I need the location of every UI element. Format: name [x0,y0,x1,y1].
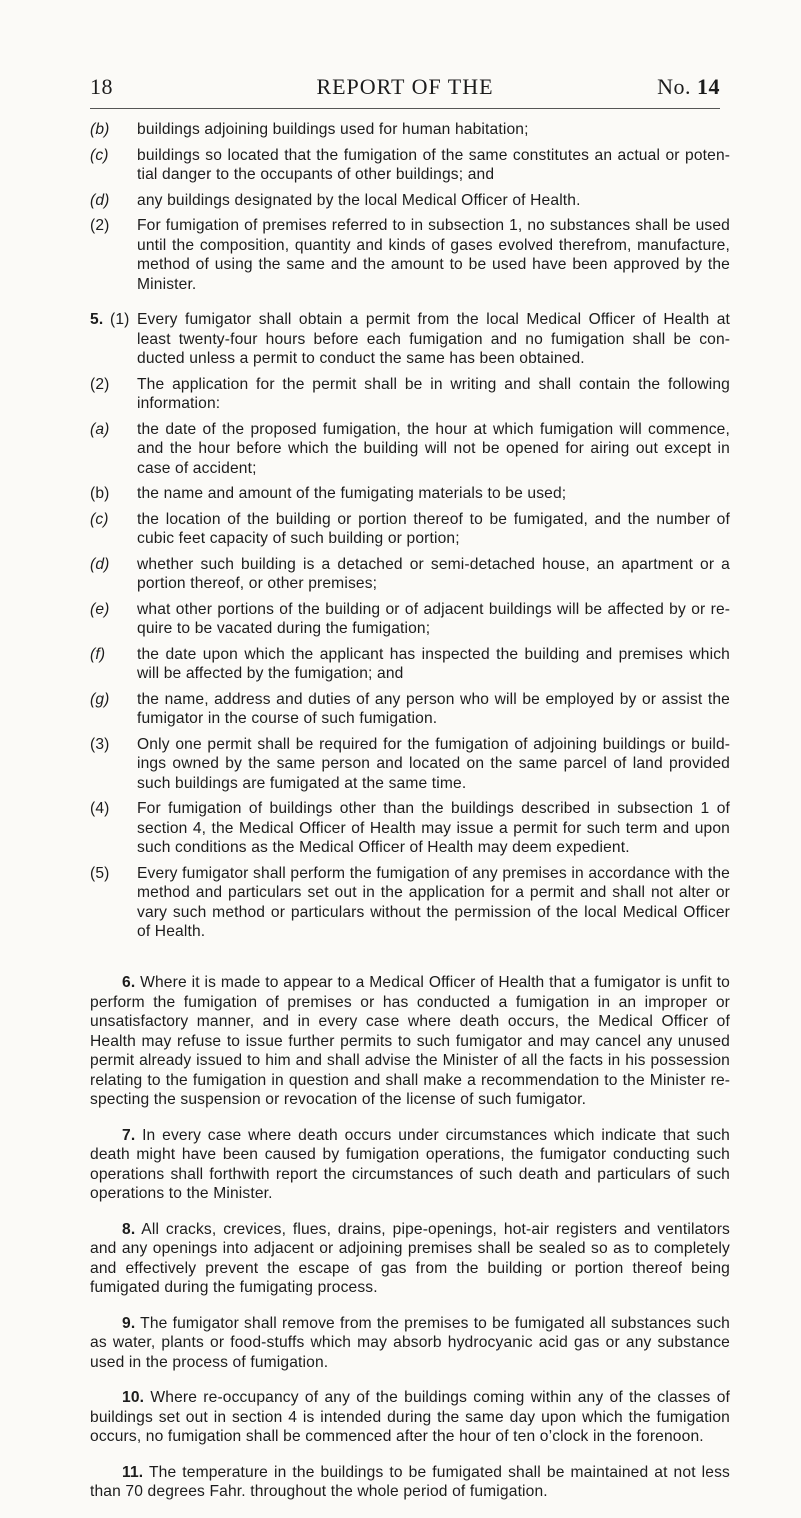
clause-text: buildings adjoining buildings used for human habitation; [137,121,529,138]
clause-5-3 [90,735,730,794]
clause-text: the date of the proposed fumigation, the hour at which fumigation will commence, and the hour before which the building will not be opened for airing out except in case of accident; [137,420,730,477]
clause-label: (b) [90,121,110,138]
issue-number [657,74,720,100]
clause-5-2 [90,375,730,414]
clause-text: The application for the permit shall be in writing and shall contain the following information: [137,375,730,412]
clause-label: (d) [90,191,110,209]
clause-label: (3) [90,735,110,753]
clause-5a [90,420,730,479]
clause-text: For fumigation of buildings other than the buildings described in subsection 1 of section 4, the Medical Officer of Health may issue a permit for such term and upon such conditions as the Medical Officer of Health may deem expedient. [137,800,730,856]
section-number: 8. [122,1220,136,1238]
section-6 [90,973,730,1110]
clause-text: buildings so located that the fumigation of the same constitutes an actual or potential danger to the occupants of other buildings; and [137,146,730,183]
clause-label: (5) [90,864,110,882]
issue-number-prefix: No. [657,74,691,99]
clause-label: (a) [90,420,110,438]
page-number: 18 [90,74,113,99]
clause-text: any buildings designated by the local Medical Officer of Health. [137,191,581,209]
section-text: Where re-occupancy of any of the buildings coming within any of the classes of buildings set out in section 4 is intended during the same day upon which the fumigation occurs, no fumigation shall be commenced after the hour of ten o’clock in the forenoon. [90,1389,730,1446]
running-title: REPORT OF THE [316,74,494,99]
section-8 [90,1220,730,1298]
clause-label: (b) [90,485,110,502]
clause-text: the location of the building or portion thereof to be fumigated, and the number of cubic feet capacity of such building or portion; [137,510,730,547]
clause-4d [90,191,730,211]
section-5-1 [90,310,730,369]
section-text: All cracks, crevices, flues, drains, pipe-openings, hot-air registers and ventilators and any openings into adjacent or adjoining premises shall be sealed so as to completely and effectively prevent the escape of gas from the building or portion thereof being fumigated during the fumigating process. [90,1220,730,1297]
clause-5e [90,600,730,639]
clause-text: Only one permit shall be required for the fumigation of adjoining buildings or buildings owned by the same person and located on the same parcel of land provided such buildings are fumigated at the same time. [137,735,730,792]
clause-label: (2) [90,217,110,234]
header-rule [90,108,720,109]
section-number: 9. [122,1314,136,1332]
section-number: 7. [122,1126,136,1144]
clause-label: (e) [90,600,110,618]
clause-text: the date upon which the applicant has inspected the building and premises which will be affected by the fumigation; and [137,645,730,682]
section-10 [90,1388,730,1447]
section-number: 11. [122,1463,144,1481]
clause-label: (1) [110,311,130,328]
section-9 [90,1314,730,1373]
clause-4b [90,120,730,140]
clause-text: For fumigation of premises referred to in subsection 1, no substances shall be used until the composition, quantity and kinds of gases evolved therefrom, manufacture, method of using the same and the amount to be used have been approved by the Minister. [137,217,730,293]
clause-5-5 [90,864,730,942]
clause-text: Every fumigator shall perform the fumigation of any premises in accordance with the method and particulars set out in the application for a permit and shall not alter or vary such method or particulars without the permission of the local Medical Officer of Health. [137,864,730,940]
clause-4-2 [90,216,730,294]
clause-label: (f) [90,645,106,663]
page-header [90,74,720,104]
clause-text: Every fumigator shall obtain a permit from the local Medical Officer of Health at least twenty-four hours before each fumigation and no fumigation shall be conducted unless a permit to conduct the same has been obtained. [137,311,730,367]
section-number: 10. [122,1389,145,1407]
clause-text: the name and amount of the fumigating materials to be used; [137,485,567,502]
section-text: In every case where death occurs under circumstances which indicate that such death might have been caused by fumigation operations, the fumigator conducting such operations shall forthwith report the circumstances of such death and particulars of such operations to the Minister. [90,1126,730,1203]
clause-label: (g) [90,690,110,708]
clause-5b [90,484,730,504]
clause-label: (c) [90,146,109,164]
section-number: 5. [90,311,104,328]
clause-text: whether such building is a detached or semi-detached house, an apartment or a portion thereof, or other premises; [137,555,730,592]
clause-text: what other portions of the building or of adjacent buildings will be affected by or require to be vacated during the fumigation; [137,600,730,637]
section-text: Where it is made to appear to a Medical Officer of Health that a fumigator is unfit to perform the fumigation of premises or has conducted a fumigation in an improper or unsatisfactory manner, and in every case where death occurs, the Medical Officer of Health may refuse to issue further permits to such fumigator and may cancel any unused permit already issued to him and shall advise the Minister of all the facts in his possession relating to the fumigation in question and shall make a recommendation to the Minister respecting the suspension or revocation of the license of such fumigator. [90,974,730,1109]
clause-5g [90,690,730,729]
clause-5f [90,645,730,684]
section-text: The temperature in the buildings to be fumigated shall be maintained at not less than 70 degrees Fahr. throughout the whole period of fumigation. [90,1463,730,1501]
section-11 [90,1463,730,1502]
clause-5d [90,555,730,594]
clause-text: the name, address and duties of any person who will be employed by or assist the fumigator in the course of such fumigation. [137,690,730,727]
issue-number-value: 14 [697,74,720,99]
clause-4c [90,146,730,185]
section-7 [90,1126,730,1204]
clause-label: (4) [90,800,110,817]
clause-label: (2) [90,375,110,393]
clause-label: (c) [90,510,109,528]
section-text: The fumigator shall remove from the premises to be fumigated all substances such as water, plants or food-stuffs which may absorb hydrocyanic acid gas or any substance used in the process of fumigation. [90,1314,731,1371]
section-number: 6. [122,974,136,992]
clause-5c [90,510,730,549]
clause-5-4 [90,799,730,858]
clause-label: (d) [90,555,110,573]
